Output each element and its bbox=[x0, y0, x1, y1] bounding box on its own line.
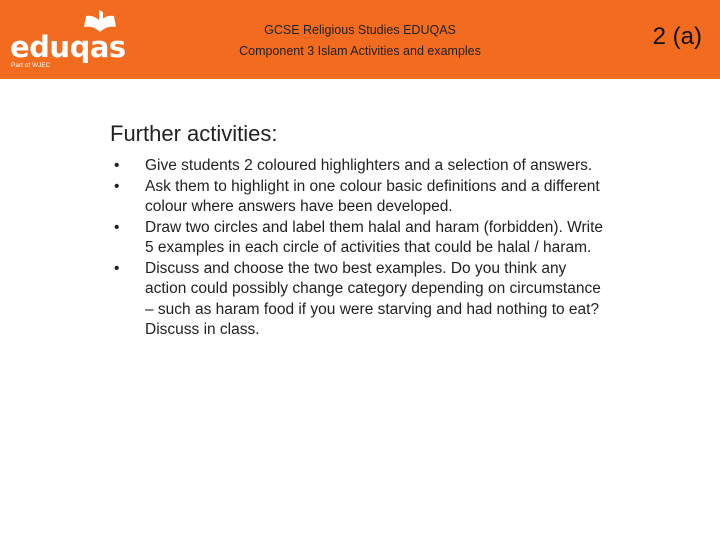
header-title-line-1: GCSE Religious Studies EDUQAS bbox=[264, 23, 456, 37]
header-title-line-2: Component 3 Islam Activities and examples bbox=[239, 44, 481, 58]
list-item bbox=[110, 259, 610, 341]
header-bar bbox=[0, 0, 720, 79]
eduqas-logo bbox=[10, 8, 126, 74]
list-item-text: Discuss and choose the two best examples. Do you think any action could possibly change category depending on circumstance – such as haram food if you were starving and had nothing to eat? Discuss in class. bbox=[145, 259, 601, 338]
list-item-text: Ask them to highlight in one colour basic definitions and a different colour where answers have been developed. bbox=[145, 177, 600, 215]
list-item-text: Draw two circles and label them halal and haram (forbidden). Write 5 examples in each circle of activities that could be halal / haram. bbox=[145, 218, 604, 256]
activity-list bbox=[110, 156, 610, 341]
brand-name: eduqas bbox=[10, 30, 126, 64]
bullet-icon: • bbox=[114, 259, 120, 277]
list-item-text: Give students 2 coloured highlighters and a selection of answers. bbox=[145, 157, 593, 174]
list-item bbox=[110, 156, 610, 177]
list-item bbox=[110, 177, 610, 218]
list-item bbox=[110, 218, 610, 259]
bullet-icon: • bbox=[114, 177, 120, 195]
header-title bbox=[190, 20, 530, 62]
bullet-icon: • bbox=[114, 157, 120, 174]
bullet-icon: • bbox=[114, 218, 120, 236]
section-heading: Further activities: bbox=[110, 121, 278, 146]
slide-number-badge: 2 (a) bbox=[652, 23, 702, 50]
brand-subtitle: Part of WJEC bbox=[11, 62, 51, 69]
